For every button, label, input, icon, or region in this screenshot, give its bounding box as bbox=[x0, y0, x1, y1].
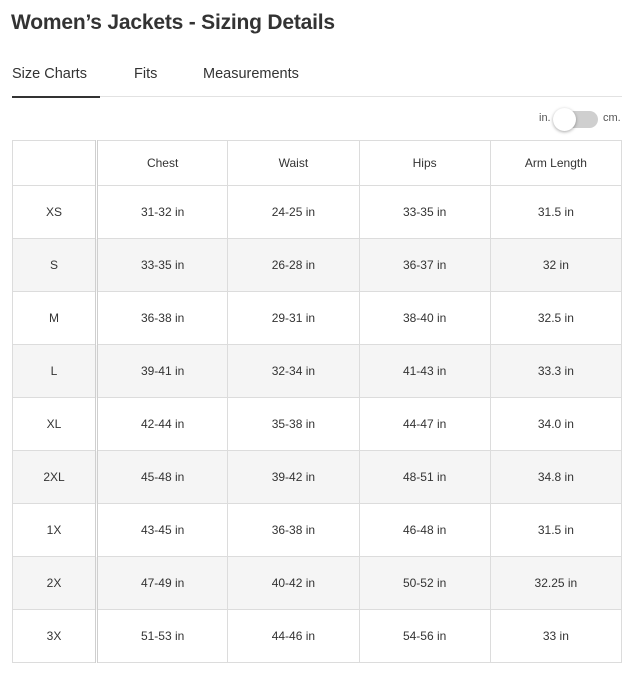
table-row bbox=[13, 451, 622, 504]
chest-value: 51-53 in bbox=[97, 610, 228, 663]
header-chest: Chest bbox=[97, 141, 228, 186]
table-row bbox=[13, 239, 622, 292]
waist-value: 24-25 in bbox=[228, 186, 359, 239]
tab-measurements[interactable]: Measurements bbox=[203, 66, 299, 82]
tab-size-charts[interactable]: Size Charts bbox=[12, 66, 100, 97]
size-label: 1X bbox=[13, 504, 97, 557]
header-size bbox=[13, 141, 97, 186]
hips-value: 46-48 in bbox=[359, 504, 490, 557]
waist-value: 26-28 in bbox=[228, 239, 359, 292]
arm-length-value: 33 in bbox=[490, 610, 621, 663]
size-label: 2X bbox=[13, 557, 97, 610]
tab-bar bbox=[12, 66, 622, 97]
size-label: L bbox=[13, 345, 97, 398]
hips-value: 44-47 in bbox=[359, 398, 490, 451]
size-label: 3X bbox=[13, 610, 97, 663]
table-row bbox=[13, 345, 622, 398]
header-arm-length: Arm Length bbox=[490, 141, 621, 186]
arm-length-value: 34.8 in bbox=[490, 451, 621, 504]
arm-length-value: 33.3 in bbox=[490, 345, 621, 398]
arm-length-value: 32.5 in bbox=[490, 292, 621, 345]
header-hips: Hips bbox=[359, 141, 490, 186]
arm-length-value: 32 in bbox=[490, 239, 621, 292]
chest-value: 33-35 in bbox=[97, 239, 228, 292]
arm-length-value: 31.5 in bbox=[490, 186, 621, 239]
hips-value: 38-40 in bbox=[359, 292, 490, 345]
size-chart-table bbox=[12, 140, 622, 663]
size-label: S bbox=[13, 239, 97, 292]
chest-value: 43-45 in bbox=[97, 504, 228, 557]
size-label: 2XL bbox=[13, 451, 97, 504]
arm-length-value: 32.25 in bbox=[490, 557, 621, 610]
hips-value: 36-37 in bbox=[359, 239, 490, 292]
table-row bbox=[13, 504, 622, 557]
size-label: XS bbox=[13, 186, 97, 239]
table-row bbox=[13, 398, 622, 451]
hips-value: 33-35 in bbox=[359, 186, 490, 239]
waist-value: 44-46 in bbox=[228, 610, 359, 663]
chest-value: 42-44 in bbox=[97, 398, 228, 451]
waist-value: 40-42 in bbox=[228, 557, 359, 610]
chest-value: 47-49 in bbox=[97, 557, 228, 610]
waist-value: 39-42 in bbox=[228, 451, 359, 504]
waist-value: 29-31 in bbox=[228, 292, 359, 345]
header-waist: Waist bbox=[228, 141, 359, 186]
waist-value: 32-34 in bbox=[228, 345, 359, 398]
page-title: Women’s Jackets - Sizing Details bbox=[11, 11, 335, 34]
hips-value: 48-51 in bbox=[359, 451, 490, 504]
chest-value: 39-41 in bbox=[97, 345, 228, 398]
table-row bbox=[13, 557, 622, 610]
unit-switch[interactable] bbox=[555, 111, 598, 128]
table-row bbox=[13, 292, 622, 345]
table-row bbox=[13, 610, 622, 663]
unit-toggle bbox=[538, 108, 624, 130]
unit-label-inches: in. bbox=[539, 112, 551, 124]
unit-label-centimeters: cm. bbox=[603, 112, 621, 124]
hips-value: 41-43 in bbox=[359, 345, 490, 398]
arm-length-value: 34.0 in bbox=[490, 398, 621, 451]
unit-switch-knob bbox=[553, 108, 576, 131]
tab-fits[interactable]: Fits bbox=[134, 66, 158, 82]
chest-value: 45-48 in bbox=[97, 451, 228, 504]
waist-value: 35-38 in bbox=[228, 398, 359, 451]
hips-value: 50-52 in bbox=[359, 557, 490, 610]
hips-value: 54-56 in bbox=[359, 610, 490, 663]
table-header-row bbox=[13, 141, 622, 186]
arm-length-value: 31.5 in bbox=[490, 504, 621, 557]
chest-value: 36-38 in bbox=[97, 292, 228, 345]
waist-value: 36-38 in bbox=[228, 504, 359, 557]
size-label: XL bbox=[13, 398, 97, 451]
size-label: M bbox=[13, 292, 97, 345]
chest-value: 31-32 in bbox=[97, 186, 228, 239]
table-row bbox=[13, 186, 622, 239]
